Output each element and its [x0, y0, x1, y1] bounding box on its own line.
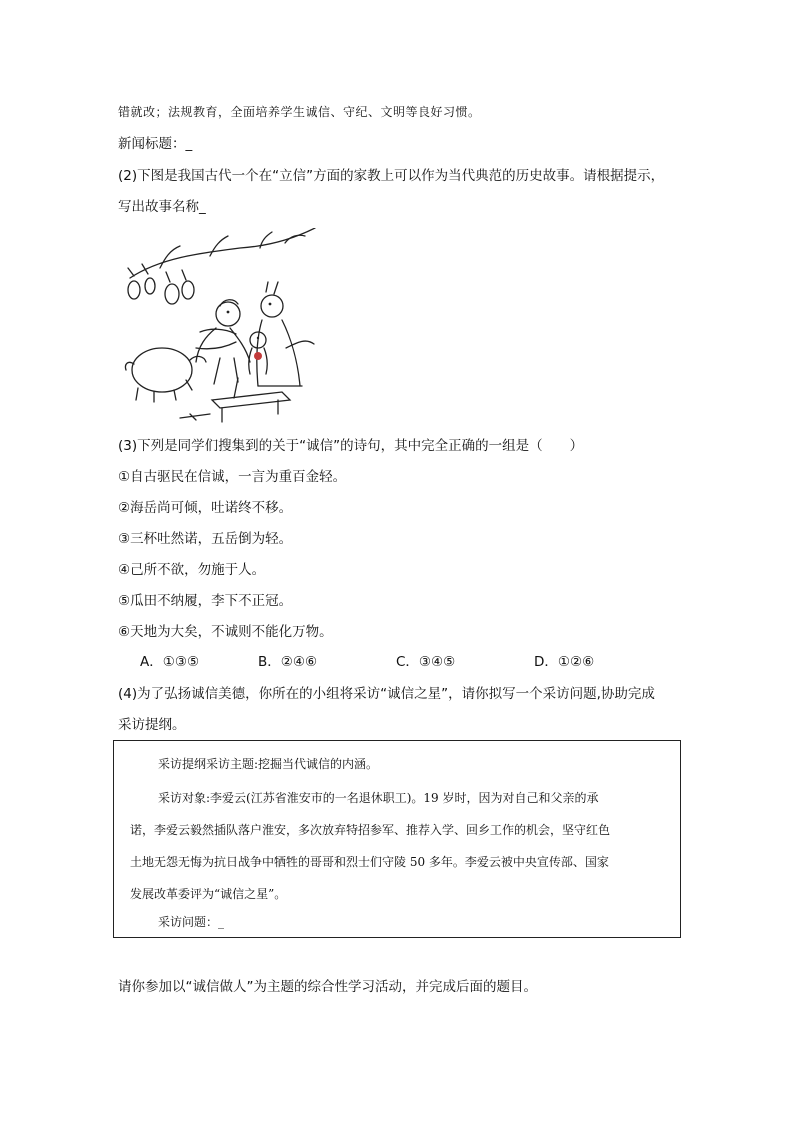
- poem-option-4: ④己所不欲，勿施于人。: [118, 562, 266, 578]
- poem-option-2: ②海岳尚可倾，吐诺终不移。: [118, 500, 293, 516]
- interview-topic: 采访提纲采访主题:挖掘当代诚信的内涵。: [158, 757, 379, 771]
- poem-option-5: ⑤瓜田不纳履，李下不正冠。: [118, 593, 293, 609]
- poem-option-1: ①自古驱民在信诚，一言为重百金轻。: [118, 469, 347, 485]
- poem-option-6: ⑥天地为大矣，不诚则不能化万物。: [118, 624, 333, 640]
- interview-subject-cont: 诺，李爱云毅然插队落户淮安，多次放弃特招参军、推荐入学、回乡工作的机会，坚守红色: [130, 823, 611, 837]
- choice-a[interactable]: A．①③⑤: [140, 654, 200, 670]
- poem-option-3: ③三杯吐然诺，五岳倒为轻。: [118, 531, 293, 547]
- question-4: (4)为了弘扬诚信美德，你所在的小组将采访“诚信之星”，请你拟写一个采访问题,协助完成: [118, 686, 655, 702]
- interview-subject-cont: 发展改革委评为“诚信之星”。: [130, 887, 287, 901]
- question-4-cont: 采访提纲。: [118, 717, 186, 733]
- choice-c[interactable]: C．③④⑤: [396, 654, 456, 670]
- question-2-answer: 写出故事名称_: [118, 199, 206, 215]
- question-2: (2)下图是我国古代一个在“立信”方面的家教上可以作为当代典范的历史故事。请根据提示，: [118, 168, 665, 184]
- story-illustration: [120, 228, 340, 424]
- news-title-prompt: 新闻标题：_: [118, 136, 193, 152]
- interview-question: 采访问题：_: [158, 915, 225, 929]
- text-line: 错就改；法规教育，全面培养学生诚信、守纪、文明等良好习惯。: [118, 105, 481, 119]
- question-3: (3)下列是同学们搜集到的关于“诚信”的诗句，其中完全正确的一组是（ ）: [118, 438, 584, 454]
- interview-subject: 采访对象:李爱云(江苏省淮安市的一名退休职工)。19 岁时，因为对自己和父亲的承: [158, 791, 599, 805]
- interview-subject-cont: 土地无怨无悔为抗日战争中牺牲的哥哥和烈士们守陵 50 多年。李爱云被中央宣传部、国家: [130, 855, 609, 869]
- interview-outline-box: [113, 740, 681, 938]
- activity-instruction: 请你参加以“诚信做人”为主题的综合性学习活动，并完成后面的题目。: [118, 979, 537, 995]
- choice-d[interactable]: D．①②⑥: [534, 654, 595, 670]
- choice-b[interactable]: B．②④⑥: [258, 654, 318, 670]
